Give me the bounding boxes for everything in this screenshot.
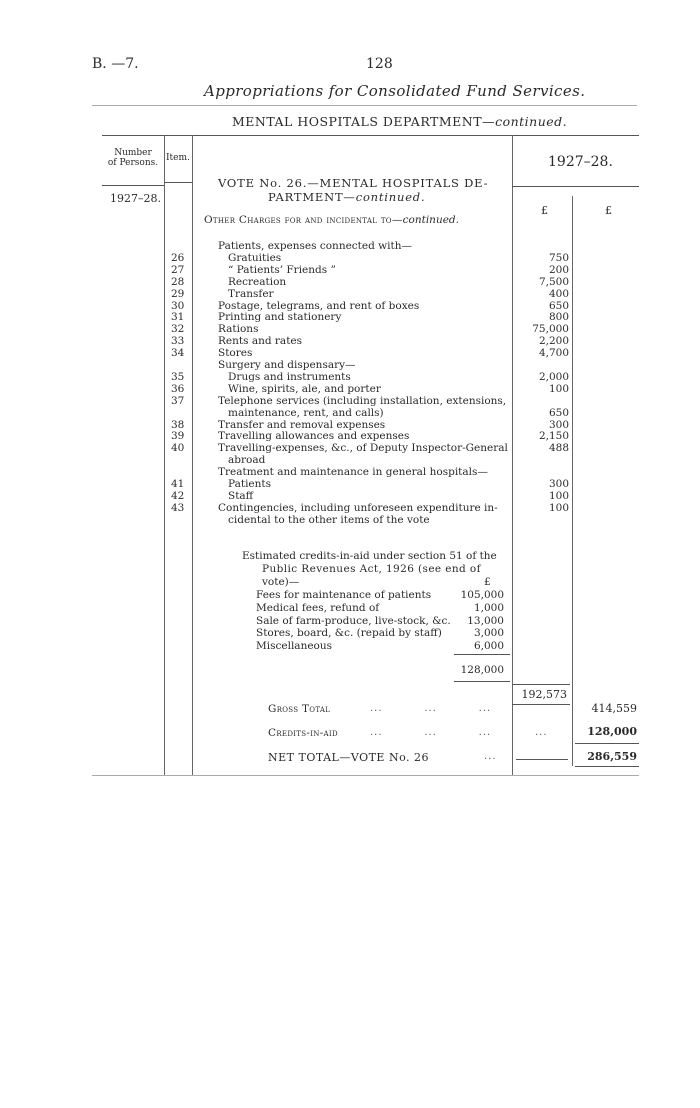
subtotal-rule	[512, 684, 570, 685]
title-rule	[92, 105, 637, 106]
item-amount: 2,150	[538, 430, 569, 442]
net-total-leaders: ...	[484, 751, 497, 762]
table-top-rule	[102, 135, 639, 136]
item-description: cidental to the other items of the vote	[228, 514, 430, 526]
currency-left: £	[541, 204, 548, 217]
vote-subheading-text: Other Charges for and incidental to—	[204, 214, 403, 226]
credit-value: 13,000	[467, 615, 504, 627]
item-description: Transfer and removal expenses	[218, 419, 386, 431]
item-number: 41	[171, 478, 185, 490]
item-description: Wine, spirits, ale, and porter	[228, 383, 381, 395]
item-description: Recreation	[228, 276, 287, 288]
item-description: Surgery and dispensary—	[218, 359, 356, 371]
year-rule	[512, 186, 639, 187]
header-persons	[104, 148, 162, 168]
item-number: 35	[171, 371, 185, 383]
vote-heading-name: PARTMENT—	[268, 190, 356, 204]
item-number: 28	[171, 276, 185, 288]
table-bottom-rule	[92, 775, 639, 776]
item-amount: 100	[548, 383, 569, 395]
item-rule	[164, 182, 192, 183]
credits-intro-line3: vote)—	[262, 576, 300, 588]
item-amount: 300	[548, 478, 569, 490]
item-number: 39	[171, 430, 185, 442]
department-suffix: continued.	[495, 114, 568, 129]
credits-in-aid-amount-leaders: ...	[535, 727, 548, 738]
item-number: 33	[171, 335, 185, 347]
item-amount: 2,000	[538, 371, 569, 383]
item-description: Postage, telegrams, and rent of boxes	[218, 300, 420, 312]
item-amount: 650	[548, 407, 569, 419]
item-amount: 488	[548, 442, 569, 454]
header-year: 1927–28.	[548, 154, 613, 170]
item-number: 37	[171, 395, 185, 407]
page-title: Appropriations for Consolidated Fund Services.	[204, 82, 586, 100]
item-amount: 650	[548, 300, 569, 312]
item-description: Travelling allowances and expenses	[218, 430, 410, 442]
header-persons-line2: of Persons.	[107, 158, 159, 168]
item-description: Rents and rates	[218, 335, 303, 347]
item-number: 26	[171, 252, 185, 264]
item-description: abroad	[228, 454, 266, 466]
item-description: Treatment and maintenance in general hospitals—	[218, 466, 488, 478]
department-name: MENTAL HOSPITALS DEPARTMENT—	[232, 114, 496, 129]
subtotal-underline	[512, 704, 570, 705]
credits-in-aid-leaders: ... ... ...	[370, 727, 492, 738]
item-number: 40	[171, 442, 185, 454]
credits-in-aid-rule	[575, 743, 639, 744]
page-number: 128	[366, 56, 393, 72]
net-total-label: NET TOTAL—VOTE No. 26	[268, 751, 430, 764]
item-amount: 75,000	[532, 323, 569, 335]
item-amount: 100	[548, 490, 569, 502]
net-total-dash	[516, 759, 568, 760]
item-description: Travelling-expenses, &c., of Deputy Inspector-General	[218, 442, 508, 454]
vote-heading-suffix: continued.	[355, 190, 426, 204]
item-description: Stores	[218, 347, 253, 359]
item-amount: 7,500	[538, 276, 569, 288]
item-amount: 100	[548, 502, 569, 514]
item-description: Drugs and instruments	[228, 371, 351, 383]
item-number: 30	[171, 300, 185, 312]
credits-in-aid-value: 128,000	[587, 725, 637, 738]
persons-rule	[102, 185, 164, 186]
item-number: 42	[171, 490, 185, 502]
credits-total: 128,000	[460, 664, 504, 676]
item-amount: 2,200	[538, 335, 569, 347]
item-description: Contingencies, including unforeseen expenditure in-	[218, 502, 498, 514]
item-description: maintenance, rent, and calls)	[228, 407, 384, 419]
vote-heading-line1: VOTE No. 26.—MENTAL HOSPITALS DE-	[218, 176, 489, 190]
item-number: 27	[171, 264, 185, 276]
item-description: Staff	[228, 490, 254, 502]
credits-intro-line1: Estimated credits-in-aid under section 51 of the	[242, 550, 497, 562]
item-amount: 300	[548, 419, 569, 431]
item-number: 29	[171, 288, 185, 300]
item-amount: 400	[548, 288, 569, 300]
vote-heading-line2	[268, 190, 425, 204]
credits-in-aid-label: Credits-in-aid	[268, 727, 338, 739]
item-description: “ Patients’ Friends ”	[228, 264, 336, 276]
currency-right: £	[605, 204, 612, 217]
credit-label: Fees for maintenance of patients	[256, 589, 432, 601]
column-divider-amounts	[512, 135, 513, 775]
net-total-underline	[575, 766, 639, 767]
credits-intro-line2: Public Revenues Act, 1926 (see end of	[262, 563, 481, 575]
item-number: 38	[171, 419, 185, 431]
column-divider-totals	[572, 196, 573, 766]
credits-total-underline	[454, 681, 510, 682]
credits-total-rule	[454, 654, 510, 655]
subtotal-value: 192,573	[521, 688, 567, 701]
net-total-value: 286,559	[587, 750, 637, 763]
gross-total-value: 414,559	[591, 702, 637, 715]
column-divider-persons	[164, 135, 165, 775]
page-reference: B. —7.	[92, 56, 139, 72]
item-amount: 800	[548, 311, 569, 323]
department-heading	[232, 114, 567, 129]
item-description: Transfer	[228, 288, 274, 300]
vote-subheading-suffix: continued.	[402, 214, 459, 226]
item-description: Printing and stationery	[218, 311, 342, 323]
item-number: 36	[171, 383, 185, 395]
gross-total-label: Gross Total	[268, 703, 331, 715]
item-amount: 200	[548, 264, 569, 276]
credit-label: Stores, board, &c. (repaid by staff)	[256, 627, 442, 639]
header-persons-line1: Number	[114, 148, 152, 158]
credit-label: Miscellaneous	[256, 640, 333, 652]
item-number: 32	[171, 323, 185, 335]
item-number: 31	[171, 311, 185, 323]
gross-total-leaders: ... ... ...	[370, 703, 492, 714]
credit-label: Sale of farm-produce, live-stock, &c.	[256, 615, 451, 627]
credit-value: 3,000	[473, 627, 504, 639]
item-description: Patients	[228, 478, 272, 490]
credit-label: Medical fees, refund of	[256, 602, 380, 614]
item-description: Telephone services (including installation, extensions,	[218, 395, 507, 407]
item-number: 43	[171, 502, 185, 514]
persons-year: 1927–28.	[110, 192, 161, 205]
credit-value: 1,000	[473, 602, 504, 614]
item-amount: 750	[548, 252, 569, 264]
item-amount: 4,700	[538, 347, 569, 359]
vote-subheading	[204, 214, 459, 226]
item-description: Rations	[218, 323, 259, 335]
item-description: Gratuities	[228, 252, 282, 264]
header-item: Item.	[166, 153, 190, 163]
item-number: 34	[171, 347, 185, 359]
column-divider-item	[192, 135, 193, 775]
credit-value: 105,000	[460, 589, 504, 601]
credits-currency: £	[484, 576, 491, 588]
credit-value: 6,000	[473, 640, 504, 652]
item-description: Patients, expenses connected with—	[218, 240, 412, 252]
